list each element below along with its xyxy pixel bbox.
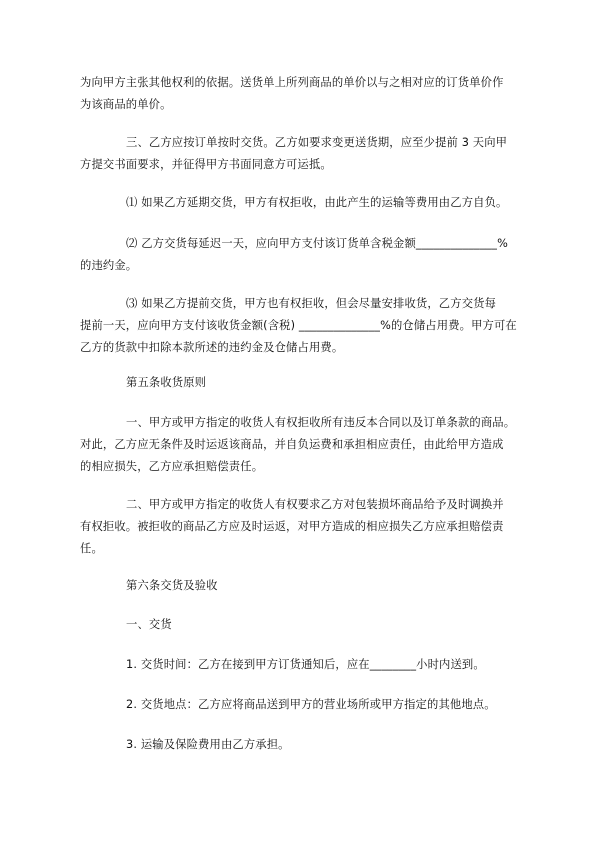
- text-line: 为向甲方主张其他权利的依据。送货单上所列商品的单价以与之相对应的订货单价作: [80, 76, 504, 89]
- paragraph-delay-penalty: [80, 233, 528, 277]
- item-transport-insurance: [80, 734, 528, 756]
- heading-text: 第五条收货原则: [126, 376, 207, 389]
- paragraph-early-delivery: [80, 293, 528, 359]
- text-line: 提前一天，应向甲方支付该收货金额(含税) ______________%的仓储占用费。甲方可在: [80, 319, 517, 332]
- paragraph-damaged-packaging: [80, 494, 528, 560]
- heading-text: 一、交货: [126, 618, 172, 631]
- text-line: 为该商品的单价。: [80, 98, 172, 111]
- text-line: ⑵ 乙方交货每延迟一天，应向甲方支付该订货单含税金额______________%: [126, 237, 508, 250]
- text-line: 一、甲方或甲方指定的收货人有权拒收所有违反本合同以及订单条款的商品。: [126, 416, 516, 429]
- text-line: 有权拒收。被拒收的商品乙方应及时运返，对甲方造成的相应损失乙方应承担赔偿责: [80, 520, 504, 533]
- item-delivery-location: [80, 694, 528, 716]
- text-line: ⑴ 如果乙方延期交货，甲方有权拒收，由此产生的运输等费用由乙方自负。: [126, 196, 508, 209]
- text-line: 乙方的货款中扣除本款所述的违约金及仓储占用费。: [80, 341, 344, 354]
- subheading-delivery: [80, 614, 528, 636]
- text-line: ⑶ 如果乙方提前交货，甲方也有权拒收，但会尽量安排收货，乙方交货每: [126, 297, 497, 310]
- text-line: 任。: [80, 542, 103, 555]
- heading-text: 第六条交货及验收: [126, 579, 218, 592]
- paragraph-right-to-reject: [80, 412, 528, 478]
- paragraph-late-delivery: [80, 192, 528, 214]
- text-line: 三、乙方应按订单按时交货。乙方如要求变更送货期，应至少提前 3 天向甲: [126, 136, 508, 149]
- section-heading-article-5: [80, 372, 528, 394]
- paragraph-unit-price-basis: [80, 72, 528, 116]
- section-heading-article-6: [80, 575, 528, 597]
- item-delivery-time: [80, 654, 528, 676]
- text-line: 2. 交货地点：乙方应将商品送到甲方的营业场所或甲方指定的其他地点。: [126, 698, 496, 711]
- text-line: 的违约金。: [80, 259, 138, 272]
- text-line: 的相应损失，乙方应承担赔偿责任。: [80, 460, 264, 473]
- text-line: 3. 运输及保险费用由乙方承担。: [126, 738, 290, 751]
- paragraph-delivery-on-time: [80, 132, 528, 176]
- text-line: 方提交书面要求，并征得甲方书面同意方可运抵。: [80, 158, 332, 171]
- text-line: 对此，乙方应无条件及时运返该商品，并自负运费和承担相应责任，由此给甲方造成: [80, 438, 504, 451]
- text-line: 二、甲方或甲方指定的收货人有权要求乙方对包装损坏商品给予及时调换并: [126, 498, 504, 511]
- text-line: 1. 交货时间：乙方在接到甲方订货通知后，应在________小时内送到。: [126, 658, 485, 671]
